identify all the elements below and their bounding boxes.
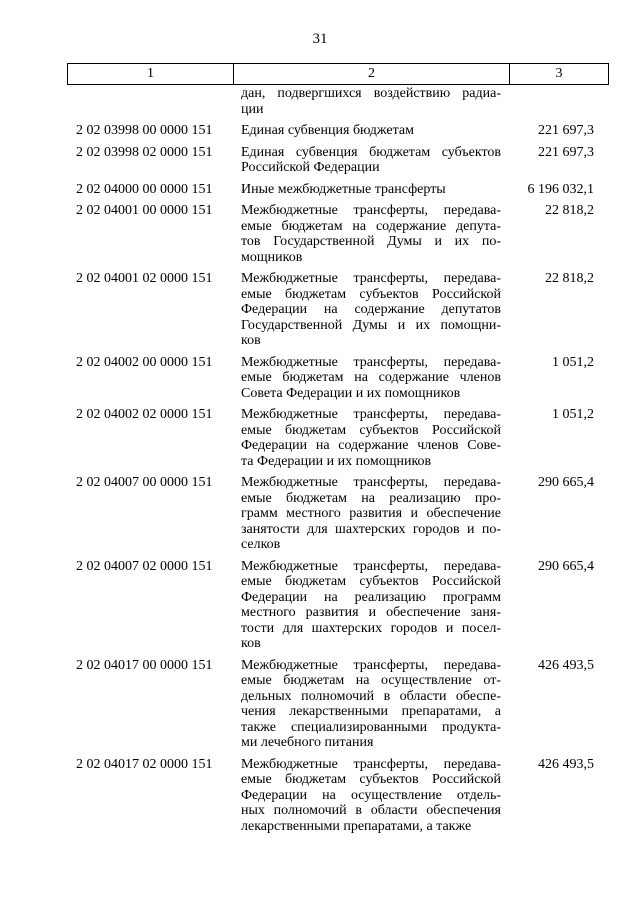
description-line: емые бюджетам субъектов Российской bbox=[241, 422, 501, 438]
table-row bbox=[67, 658, 609, 751]
budget-code: 2 02 04017 02 0000 151 bbox=[76, 756, 213, 772]
description-line: дан, подвергшихся воздействию радиа- bbox=[241, 86, 501, 101]
income-description bbox=[235, 182, 501, 198]
description-line: емые бюджетам на содержание членов bbox=[241, 370, 501, 385]
description-line: Межбюджетные трансферты, передава- bbox=[241, 558, 501, 574]
budget-code: 2 02 04002 02 0000 151 bbox=[76, 407, 213, 422]
budget-code: 2 02 03998 02 0000 151 bbox=[76, 144, 213, 160]
description-line: селков bbox=[241, 537, 281, 552]
description-line: емые бюджетам на содержание депута- bbox=[241, 218, 501, 234]
description-line: ков bbox=[241, 333, 261, 348]
description-line: емые бюджетам субъектов Российской bbox=[241, 772, 501, 787]
amount: 22 818,2 bbox=[545, 271, 594, 286]
description-line: Единая субвенция бюджетам субъектов bbox=[241, 144, 501, 160]
description-line: ми лечебного питания bbox=[241, 735, 374, 750]
description-line: грамм местного развития и обеспечение bbox=[241, 506, 501, 521]
amount: 6 196 032,1 bbox=[527, 181, 594, 197]
income-description bbox=[235, 123, 501, 139]
description-line: Государственной Думы и их помощни- bbox=[241, 317, 501, 333]
header-col-1: 1 bbox=[68, 64, 234, 84]
table-row bbox=[67, 355, 609, 402]
description-line: емые бюджетам на реализацию про- bbox=[241, 490, 501, 506]
amount: 221 697,3 bbox=[538, 144, 594, 160]
budget-code: 2 02 04001 02 0000 151 bbox=[76, 271, 213, 286]
budget-code: 2 02 03998 00 0000 151 bbox=[76, 123, 213, 138]
budget-code: 2 02 04017 00 0000 151 bbox=[76, 657, 213, 673]
description-line: ных полномочий в области обеспечения bbox=[241, 803, 501, 818]
budget-code bbox=[67, 86, 235, 117]
table-row bbox=[67, 182, 609, 198]
amount: 221 697,3 bbox=[538, 123, 594, 138]
header-col-2: 2 bbox=[234, 64, 510, 84]
description-line: Иные межбюджетные трансферты bbox=[241, 181, 446, 197]
description-line: Межбюджетные трансферты, передава- bbox=[241, 475, 501, 490]
budget-code: 2 02 04002 00 0000 151 bbox=[76, 354, 213, 370]
description-line: Межбюджетные трансферты, передава- bbox=[241, 756, 501, 772]
description-line: тов Государственной Думы и их по- bbox=[241, 234, 501, 249]
amount: 1 051,2 bbox=[552, 354, 594, 370]
table-header bbox=[67, 63, 609, 85]
description-line: тости для шахтерских городов и посел- bbox=[241, 620, 501, 636]
description-line: емые бюджетам субъектов Российской bbox=[241, 574, 501, 589]
description-line: Межбюджетные трансферты, передава- bbox=[241, 203, 501, 218]
page-number: 31 bbox=[312, 31, 328, 47]
income-description bbox=[235, 658, 501, 751]
amount: 290 665,4 bbox=[538, 475, 594, 490]
income-description bbox=[235, 86, 501, 117]
description-line: емые бюджетам на осуществление от- bbox=[241, 673, 501, 688]
budget-code: 2 02 04007 00 0000 151 bbox=[76, 475, 213, 490]
amount: 426 493,5 bbox=[538, 657, 594, 673]
description-line: Федерации на содержание членов Сове- bbox=[241, 438, 501, 453]
table-row bbox=[67, 203, 609, 265]
amount bbox=[501, 86, 609, 117]
description-line: дельных полномочий в области обеспе- bbox=[241, 688, 501, 704]
amount: 1 051,2 bbox=[552, 407, 594, 422]
income-description bbox=[235, 271, 501, 349]
description-line: Федерации на реализацию программ bbox=[241, 589, 501, 605]
table-row bbox=[67, 86, 609, 117]
description-line: Российской Федерации bbox=[241, 160, 380, 175]
table-row bbox=[67, 559, 609, 652]
description-line: Совета Федерации и их помощников bbox=[241, 385, 461, 401]
budget-code: 2 02 04000 00 0000 151 bbox=[76, 181, 213, 197]
description-line: местного развития и обеспечение заня- bbox=[241, 605, 501, 620]
description-line: также специализированными продукта- bbox=[241, 719, 501, 735]
table-row bbox=[67, 271, 609, 349]
amount: 22 818,2 bbox=[545, 203, 594, 218]
description-line: мощников bbox=[241, 249, 303, 265]
description-line: Межбюджетные трансферты, передава- bbox=[241, 271, 501, 286]
income-description bbox=[235, 203, 501, 265]
description-line: емые бюджетам субъектов Российской bbox=[241, 286, 501, 302]
description-line: Межбюджетные трансферты, передава- bbox=[241, 354, 501, 370]
amount: 290 665,4 bbox=[538, 558, 594, 574]
income-description bbox=[235, 475, 501, 553]
table-row bbox=[67, 475, 609, 553]
description-line: Единая субвенция бюджетам bbox=[241, 123, 414, 138]
income-description bbox=[235, 145, 501, 176]
table-body bbox=[67, 85, 609, 834]
header-col-3: 3 bbox=[555, 66, 563, 81]
description-line: лекарственными препаратами, а также bbox=[241, 818, 472, 834]
description-line: чения лекарственными препаратами, а bbox=[241, 704, 501, 719]
income-description bbox=[235, 407, 501, 469]
budget-code: 2 02 04001 00 0000 151 bbox=[76, 203, 213, 218]
description-line: Межбюджетные трансферты, передава- bbox=[241, 407, 501, 422]
description-line: Федерации на осуществление отдель- bbox=[241, 787, 501, 803]
table-row bbox=[67, 145, 609, 176]
description-line: та Федерации и их помощников bbox=[241, 453, 432, 469]
table-row bbox=[67, 407, 609, 469]
income-description bbox=[235, 355, 501, 402]
income-description bbox=[235, 559, 501, 652]
description-line: Межбюджетные трансферты, передава- bbox=[241, 657, 501, 673]
description-line: Федерации на содержание депутатов bbox=[241, 302, 501, 317]
table-row bbox=[67, 123, 609, 139]
budget-code: 2 02 04007 02 0000 151 bbox=[76, 558, 213, 574]
amount: 426 493,5 bbox=[538, 756, 594, 772]
income-description bbox=[235, 757, 501, 835]
description-line: занятости для шахтерских городов и по- bbox=[241, 521, 501, 537]
description-line: ции bbox=[241, 101, 264, 117]
description-line: ков bbox=[241, 636, 261, 651]
table-row bbox=[67, 757, 609, 835]
